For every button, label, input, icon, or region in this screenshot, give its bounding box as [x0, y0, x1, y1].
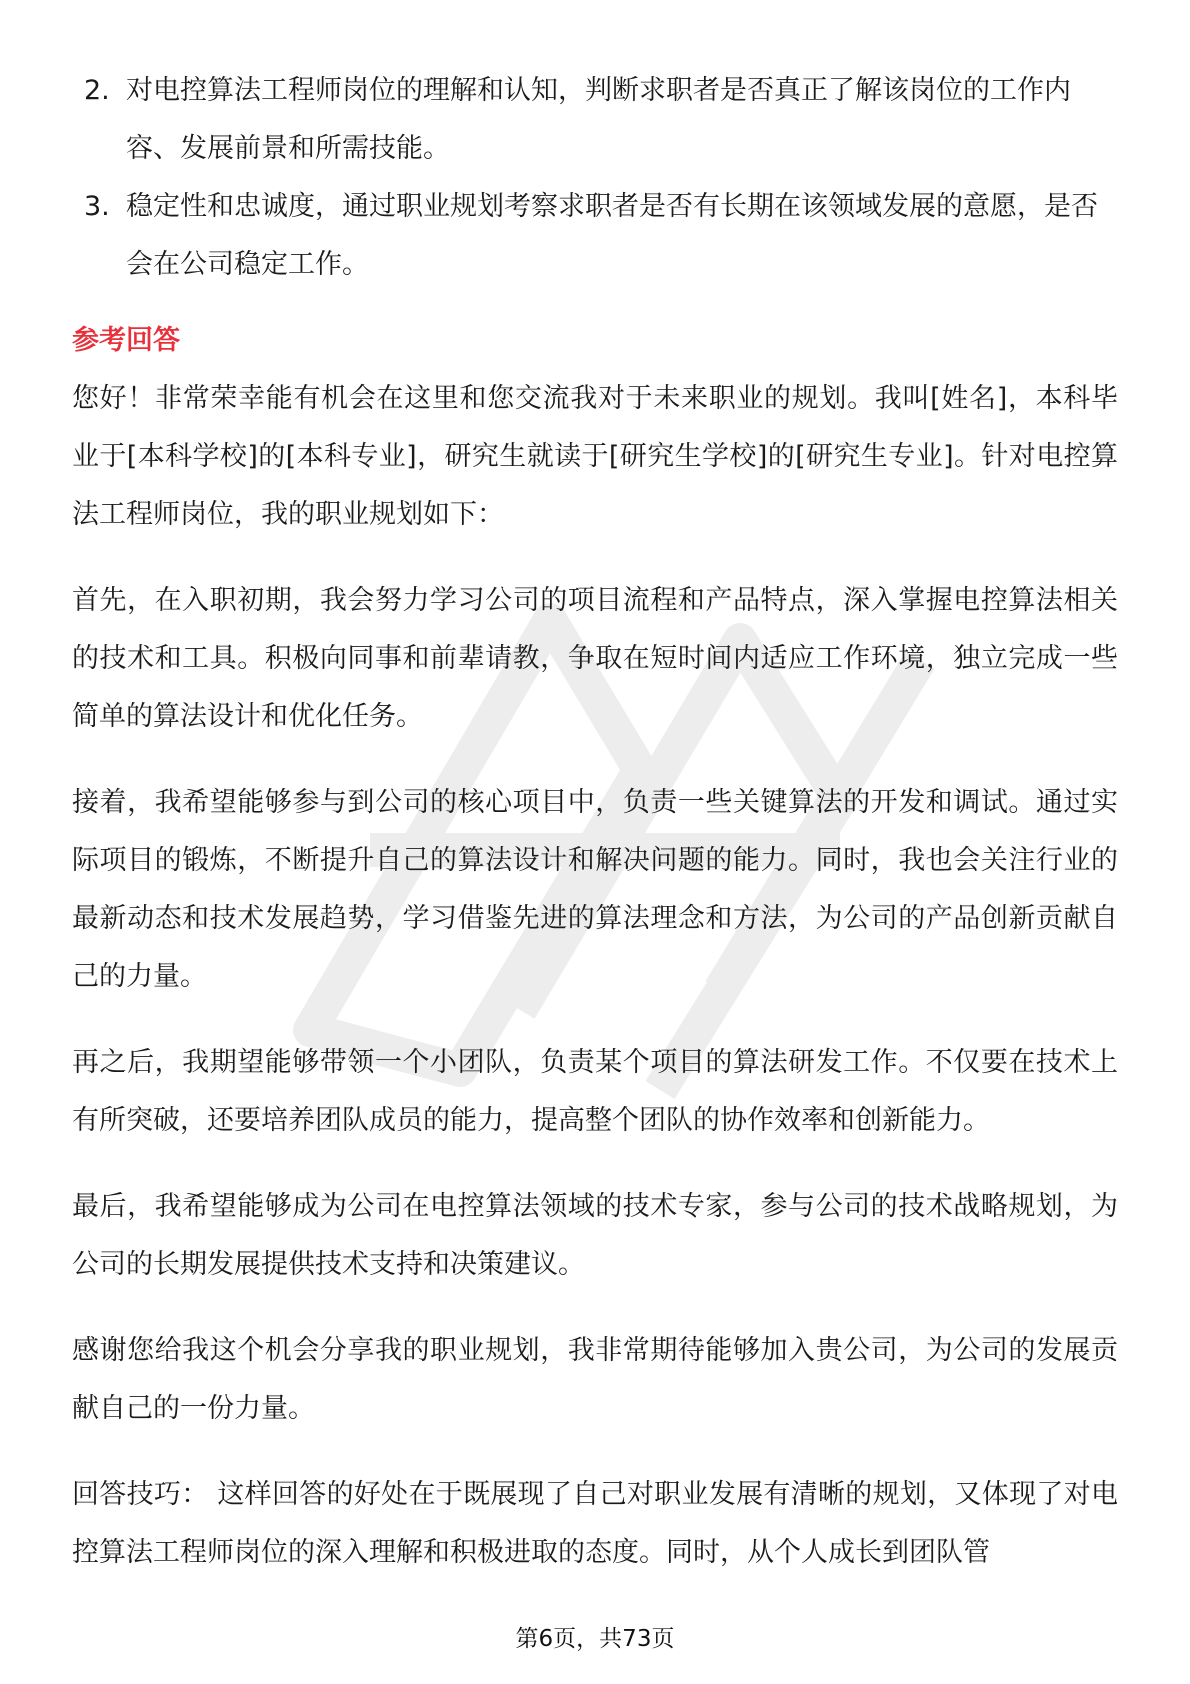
paragraph-then: 再之后，我期望能够带领一个小团队，负责某个项目的算法研发工作。不仅要在技术上有所突破，还要培养团队成员的能力，提高整个团队的协作效率和创新能力。 [72, 1047, 1118, 1136]
section-heading: 参考回答 [72, 325, 180, 356]
paragraph-first: 首先，在入职初期，我会努力学习公司的项目流程和产品特点，深入掌握电控算法相关的技术和工具。积极向同事和前辈请教，争取在短时间内适应工作环境，独立完成一些简单的算法设计和优化任务。 [72, 585, 1118, 732]
paragraph-finally: 最后，我希望能够成为公司在电控算法领域的技术专家，参与公司的技术战略规划，为公司的长期发展提供技术支持和决策建议。 [72, 1191, 1118, 1280]
list-item-number: 3. [84, 191, 110, 222]
paragraph-intro: 您好！非常荣幸能有机会在这里和您交流我对于未来职业的规划。我叫[姓名]，本科毕业于[本科学校]的[本科专业]，研究生就读于[研究生学校]的[研究生专业]。针对电控算法工程师岗位，我的职业规划如下： [72, 383, 1118, 530]
paragraph-thanks: 感谢您给我这个机会分享我的职业规划，我非常期待能够加入贵公司，为公司的发展贡献自己的一份力量。 [72, 1335, 1118, 1424]
list-item-number: 2. [84, 75, 110, 106]
list-item-text: 稳定性和忠诚度，通过职业规划考察求职者是否有长期在该领域发展的意愿，是否会在公司稳定工作。 [126, 191, 1098, 280]
page-number-footer: 第6页，共73页 [515, 1626, 675, 1652]
list-item [72, 62, 1118, 178]
evaluation-points-list [72, 62, 1118, 294]
list-item-text: 对电控算法工程师岗位的理解和认知，判断求职者是否真正了解该岗位的工作内容、发展前景和所需技能。 [126, 75, 1071, 164]
paragraph-tips: 回答技巧： 这样回答的好处在于既展现了自己对职业发展有清晰的规划，又体现了对电控算法工程师岗位的深入理解和积极进取的态度。同时，从个人成长到团队管 [72, 1479, 1118, 1568]
list-item [72, 178, 1118, 294]
document-content [72, 62, 1118, 1582]
paragraph-next: 接着，我希望能够参与到公司的核心项目中，负责一些关键算法的开发和调试。通过实际项目的锻炼，不断提升自己的算法设计和解决问题的能力。同时，我也会关注行业的最新动态和技术发展趋势，学习借鉴先进的算法理念和方法，为公司的产品创新贡献自己的力量。 [72, 787, 1118, 992]
